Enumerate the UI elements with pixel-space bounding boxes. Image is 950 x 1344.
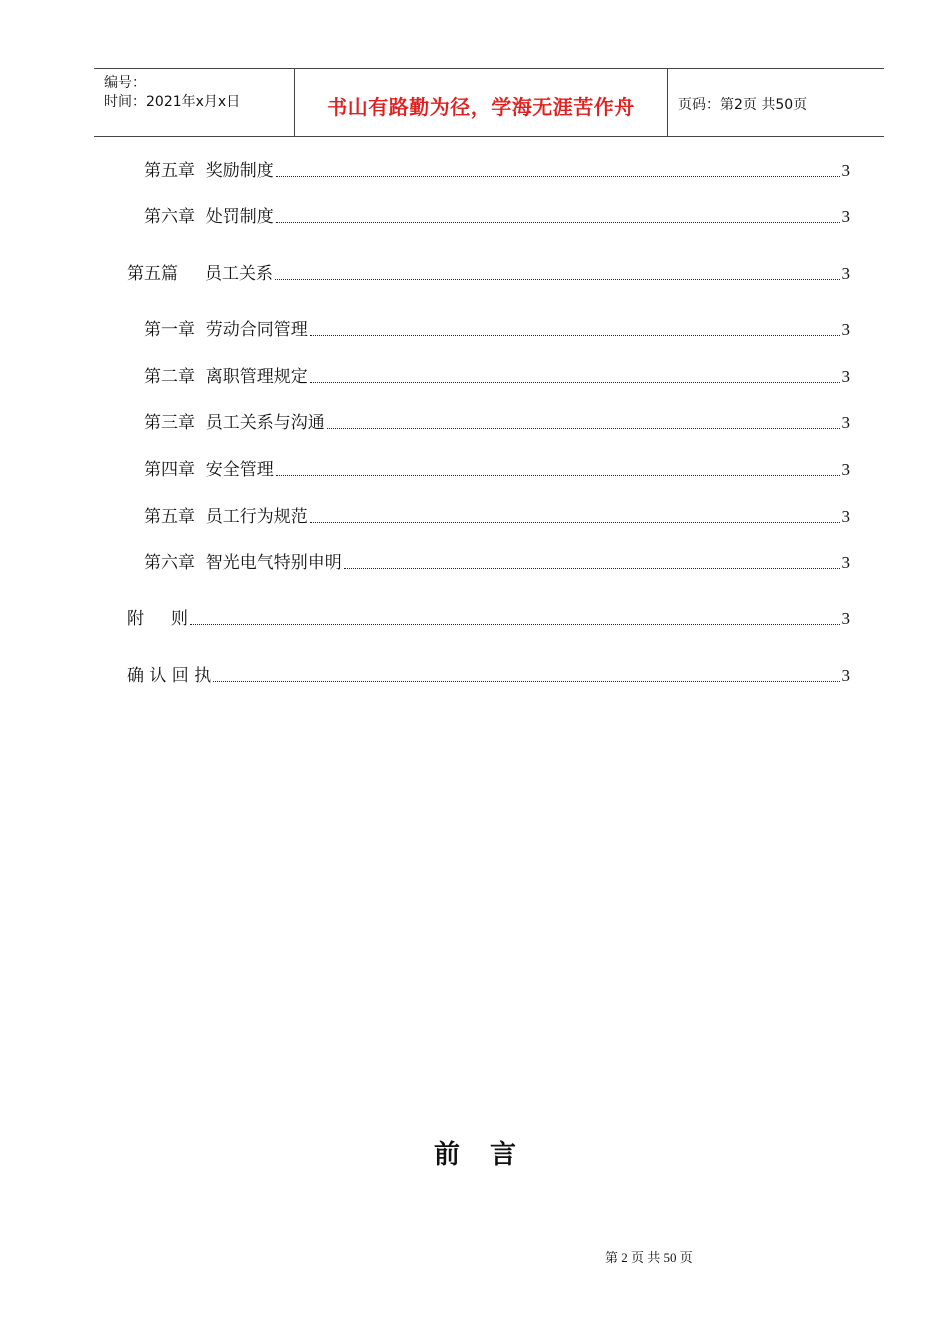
toc-leader-dots [276, 175, 840, 177]
toc-leader-dots [190, 623, 839, 625]
toc-entry-page: 3 [841, 666, 850, 685]
toc-entry-page: 3 [841, 367, 850, 386]
toc-entry[interactable] [144, 456, 850, 480]
toc-leader-dots [310, 521, 840, 523]
header-meta [94, 69, 295, 136]
toc-entry-title: 第五篇 员工关系 [127, 264, 274, 284]
toc-entry-title: 第四章 安全管理 [144, 460, 274, 480]
toc-entry-page: 3 [841, 207, 850, 226]
header-page-cell [668, 69, 884, 136]
toc-leader-dots [276, 474, 840, 476]
header-page-number: 页码：第2页 共50页 [678, 97, 808, 113]
toc-entry-page: 3 [841, 320, 850, 339]
toc-part-entry[interactable] [127, 605, 850, 629]
toc-entry-title: 第一章 劳动合同管理 [144, 320, 308, 340]
toc-leader-dots [327, 427, 840, 429]
toc-entry-page: 3 [841, 553, 850, 572]
toc-leader-dots [213, 680, 839, 682]
toc-leader-dots [275, 278, 839, 280]
toc-entry-page: 3 [841, 413, 850, 432]
toc-entry-title: 第二章 离职管理规定 [144, 367, 308, 387]
toc-entry-title: 第三章 员工关系与沟通 [144, 413, 325, 433]
toc-entry-page: 3 [841, 460, 850, 479]
time-label: 时间：2021年x月x日 [104, 94, 241, 110]
toc-entry-title: 附 则 [127, 609, 189, 629]
toc-entry[interactable] [144, 549, 850, 573]
toc-leader-dots [344, 567, 840, 569]
toc-leader-dots [310, 381, 840, 383]
preface-heading: 前言 [433, 1140, 546, 1170]
header-motto-cell [295, 69, 668, 136]
toc-part-entry[interactable] [127, 260, 850, 284]
page-header [94, 68, 884, 137]
toc-entry[interactable] [144, 503, 850, 527]
toc-entry-page: 3 [841, 609, 850, 628]
toc-leader-dots [310, 334, 840, 336]
toc-entry-page: 3 [841, 161, 850, 180]
toc-entry-title: 第六章 处罚制度 [144, 207, 274, 227]
toc-part-entry[interactable] [127, 662, 850, 686]
toc-entry-title: 确 认 回 执 [127, 666, 212, 686]
page-footer: 第 2 页 共 50 页 [605, 1250, 693, 1265]
toc-entry-title: 第六章 智光电气特别申明 [144, 553, 342, 573]
toc-entry[interactable] [144, 409, 850, 433]
toc-entry[interactable] [144, 157, 850, 181]
toc-entry-page: 3 [841, 507, 850, 526]
code-label: 编号： [104, 75, 146, 91]
toc-entry[interactable] [144, 203, 850, 227]
toc-entry-title: 第五章 奖励制度 [144, 161, 274, 181]
toc-entry[interactable] [144, 316, 850, 340]
toc-leader-dots [276, 221, 840, 223]
header-motto: 书山有路勤为径，学海无涯苦作舟 [327, 95, 635, 119]
toc-entry-page: 3 [841, 264, 850, 283]
toc-entry-title: 第五章 员工行为规范 [144, 507, 308, 527]
toc-entry[interactable] [144, 363, 850, 387]
